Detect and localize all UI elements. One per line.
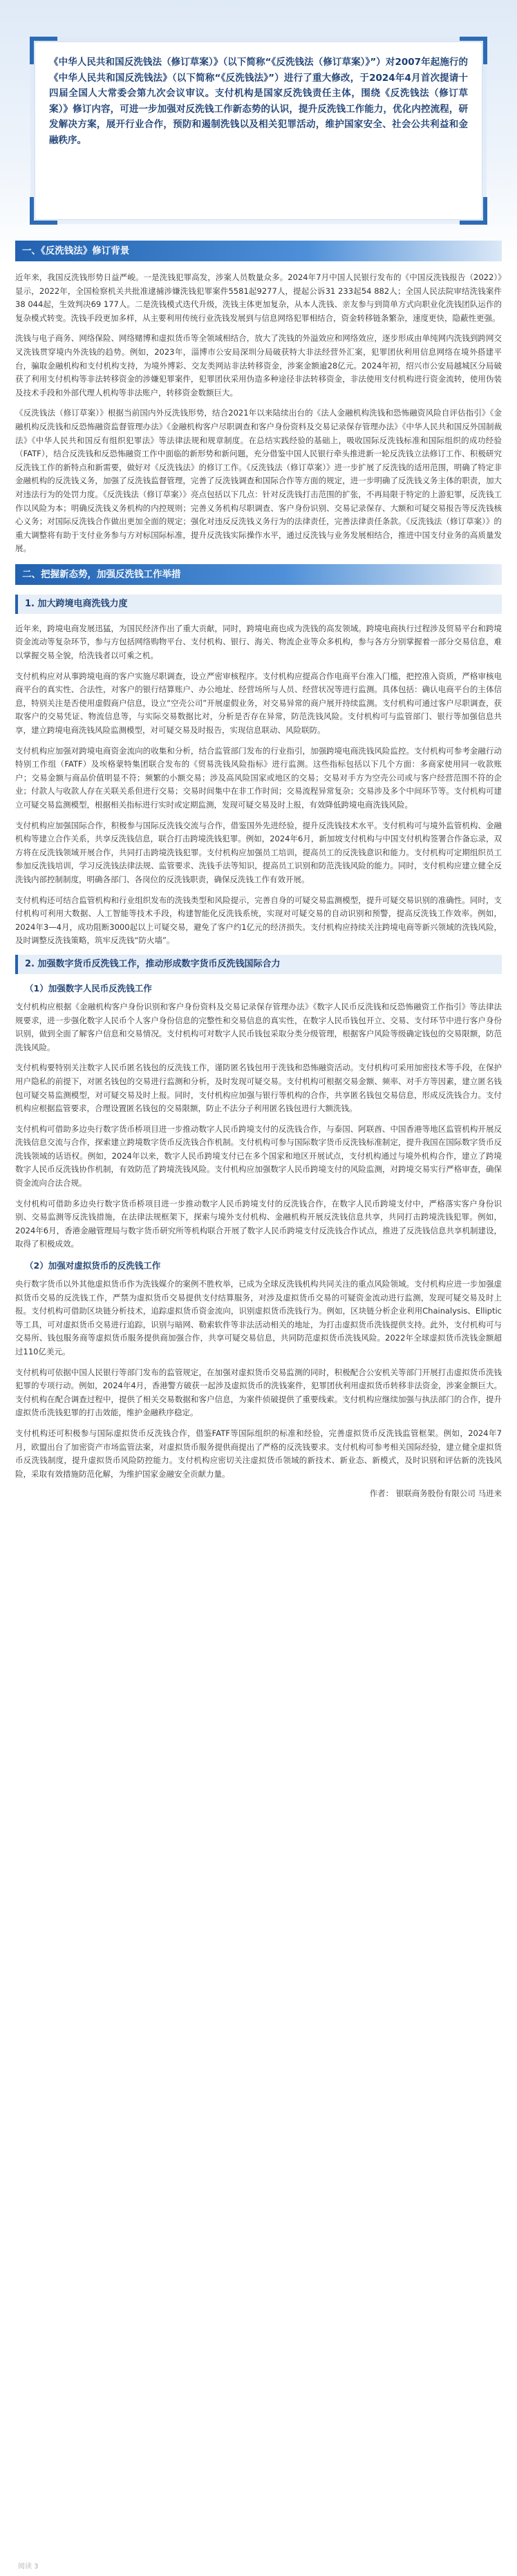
paragraph: 支付机构可借助多边央行数字货币桥项目进一步推动数字人民币跨境支付的反洗钱合作，与泰国、阿联酋、中国香港等地区监管机构开展反洗钱信息交流与合作，探索建立跨境数字货币反洗钱合作机制。支付机构可参与国际数字货币反洗钱标准制定，提升我国在国际数字货币反洗钱领域的话语权。例如，2024年以来，数字人民币跨境支付已在多个国家和地区开展试点，支付机构通过与境外机构合作，建立了跨境数字人民币反洗钱协作机制，有效防范了跨境洗钱风险。支付机构应加强数字人民币跨境支付的风险监测，对跨境交易实行严格审查，确保资金流向合法合规。 <box>15 1123 502 1188</box>
paragraph: 支付机构应根据《金融机构客户身份识别和客户身份资料及交易记录保存管理办法》《数字人民币反洗钱和反恐怖融资工作指引》等法律法规要求，进一步强化数字人民币个人客户身份信息的完整性和交易信息的真实性，在数字人民币钱包开立、交易、支付环节中进行客户身份识别，做到全面了解客户信息和交易情况。支付机构可对数字人民币钱包采取分类分级管理，根据客户风险等级确定钱包的交易限额，防范洗钱风险。 <box>15 1001 502 1052</box>
frame-corner-decoration <box>460 197 487 225</box>
subsection-title: 2. 加强数字货币反洗钱工作，推动形成数字货币反洗钱国际合力 <box>25 958 281 969</box>
sub-subsection-title: （1）加强数字人民币反洗钱工作 <box>25 982 152 993</box>
paragraph: 支付机构应对从事跨境电商的客户实施尽职调查，设立严密审核程序。支付机构应提高合作电商平台准入门槛，把控准入资质，严格审核电商平台的真实性、合法性，对客户的银行结算账户、办公地址、经营场所与人员、经营状况等进行监测。具体包括：确认电商平台的主体信息，特别关注是否使用虚假商户信息，设立“空壳公司”开展虚假业务，对交易异常的商户展开持续监测。支付机构可通过客户尽职调查，获取客户的交易凭证、物流信息等，与实际交易数据比对，分析是否存在异常，防范洗钱风险。支付机构可与监管部门、银行等加强信息共享，建立跨境电商洗钱风险监测模型，对可疑交易及时报告，实现信息联动、风险联防。 <box>15 671 502 736</box>
paragraph: 支付机构还可结合监管机构和行业组织发布的洗钱类型和风险提示，完善自身的可疑交易监测模型，提升可疑交易识别的准确性。同时，支付机构可利用大数据、人工智能等技术手段，构建智能化反洗钱系统，实现对可疑交易的自动识别和预警，提高反洗钱工作效率。例如，2024年3—4月，成功阻断3000起以上可疑交易，避免了客户约1亿元的经济损失。支付机构应持续关注跨境电商等新兴领域的洗钱风险，及时调整反洗钱策略，筑牢反洗钱“防火墙”。 <box>15 895 502 946</box>
subsection-title: 1. 加大跨境电商洗钱力度 <box>25 598 128 609</box>
frame-corner-decoration <box>30 197 57 225</box>
paragraph: 《反洗钱法（修订草案）》根据当前国内外反洗钱形势，结合2021年以来陆续出台的《法人金融机构洗钱和恐怖融资风险自评估指引》《金融机构反洗钱和反恐怖融资监督管理办法》《金融机构客户尽职调查和客户身份资料及交易记录保存管理办法》《中华人民共和国反外国制裁法》《中华人民共和国反有组织犯罪法》等法律法规和规章制度。在总结实践经验的基础上，吸收国际反洗钱标准和国际组织的成功经验（FATF），结合反洗钱和反恐怖融资工作中面临的新形势和新问题，充分借鉴中国人民银行牵头推进新一轮反洗钱立法修订工作、积极研究反洗钱工作的新特点和新需要，做好对《反洗钱法》的修订工作。《反洗钱法（修订草案）》进一步扩展了反洗钱的适用范围，明确了特定非金融机构的反洗钱义务，加强了反洗钱监督管理，完善了反洗钱调查和国际合作等方面的规定，进一步明确了反洗钱义务主体的职责，加大对违法行为的处罚力度。《反洗钱法（修订草案）》亮点包括以下几点：针对反洗钱打击范围的扩张，不再局限于特定的上游犯罪，反洗钱工作以风险为本；明确反洗钱义务机构的内控规则；完善义务机构尽职调查、客户身份识别、交易记录保存、大额和可疑交易报告等反洗钱核心义务；对国际反洗钱合作做出更加全面的规定；强化对违反反洗钱义务行为的法律责任，完善法律责任条款。《反洗钱法（修订草案）》的重大调整将有助于支付业务参与方对标国际标准，提升反洗钱实际操作水平，通过反洗钱与业务发展相结合，推进中国支付业务的高质量发展。 <box>15 408 502 554</box>
sub-subsection-title: （2）加强对虚拟货币的反洗钱工作 <box>25 1260 161 1271</box>
article-body <box>15 232 502 1499</box>
author-credit: 作者： 银联商务股份有限公司 马进来 <box>369 1488 502 1499</box>
paragraph: 支付机构还可积极参与国际虚拟货币反洗钱合作，借鉴FATF等国际组织的标准和经验，完善虚拟货币反洗钱监管框架。例如，2024年7月，欧盟出台了加密资产市场监管法案，对虚拟货币服务提供商提出了严格的反洗钱要求。支付机构可参考相关国际经验，建立健全虚拟货币反洗钱制度，提升虚拟货币风险防控能力。支付机构应密切关注虚拟货币领域的新技术、新业态、新模式，及时识别和评估新的洗钱风险，采取有效措施防范化解，为维护国家金融安全贡献力量。 <box>15 1428 502 1479</box>
section-heading-background <box>15 241 502 261</box>
section-heading-challenges <box>15 564 502 585</box>
paragraph: 央行数字货币以外其他虚拟货币作为洗钱媒介的案例不胜枚举，已成为全球反洗钱机构共同关注的重点风险领域。支付机构应进一步加强虚拟货币交易的反洗钱工作，严禁为虚拟货币交易提供支付结算服务，对涉及虚拟货币交易的可疑资金流动进行监测，发现可疑交易及时上报。支付机构可借助区块链分析技术，追踪虚拟货币资金流向，识别虚拟货币洗钱行为。例如，区块链分析企业利用Chainalysis、Elliptic等工具，可对虚拟货币交易进行追踪，识别与暗网、勒索软件等非法活动相关的地址，为打击虚拟货币洗钱提供支持。此外，支付机构可与交易所、钱包服务商等虚拟货币服务提供商加强合作，共享可疑交易信息，共同防范虚拟货币洗钱风险。2022年全球虚拟货币洗钱金额超过110亿美元。 <box>15 1279 502 1356</box>
paragraph: 支付机构要特别关注数字人民币匿名钱包的反洗钱工作，谨防匿名钱包用于洗钱和恐怖融资活动。支付机构可采用加密技术等手段，在保护用户隐私的前提下，对匿名钱包的交易进行监测和分析，及时发现可疑交易。支付机构可根据交易金额、频率、对手方等因素，建立匿名钱包可疑交易监测模型，对可疑交易及时上报。同时，支付机构应加强与银行等机构的合作，共享匿名钱包交易信息，形成反洗钱合力。支付机构应根据监管要求，合理设置匿名钱包的交易限额，防止不法分子利用匿名钱包进行大额洗钱。 <box>15 1063 502 1114</box>
paragraph: 洗钱与电子商务、网络保险、网络赌博和虚拟货币等全领域相结合，放大了洗钱的外溢效应和网络效应，逐步形成由单纯网内洗钱到跨网交叉洗钱贯穿境内外洗钱的趋势。例如，2023年，淄博市公安局深圳分局破获特大非法经营外汇案，犯罪团伙利用信息网络在境外搭建平台，骗取金融机构和支付机构支持，为境外博彩、交友类网站非法转移资金，涉案金额逾28亿元。2024年初，绍兴市公安局越城区分局破获了利用支付机构等非法转移资金的涉嫌犯罪案件，犯罪团伙采用伪造多种途径非法转移资金，非法使用支付机构进行资金流转，使用伪装及技术手段和外部代理人机构等非法账户，转移资金数额巨大。 <box>15 333 502 398</box>
paragraph: 支付机构应加强国际合作，积极参与国际反洗钱交流与合作，借鉴国外先进经验，提升反洗钱技术水平。支付机构可与境外监管机构、金融机构等建立合作关系，共享反洗钱信息，联合打击跨境洗钱犯罪。例如，2024年6月，新加坡支付机构与中国支付机构签署合作备忘录，双方将在反洗钱领域开展合作，共同打击跨境洗钱犯罪。支付机构应加强员工培训，提高员工的反洗钱意识和能力。支付机构可定期组织员工参加反洗钱培训，学习反洗钱法律法规、监管要求、洗钱手法等知识，提高员工识别和防范洗钱风险的能力。同时，支付机构应建立健全反洗钱内部控制制度，明确各部门、各岗位的反洗钱职责，确保反洗钱工作有效开展。 <box>15 820 502 884</box>
intro-frame <box>35 41 482 220</box>
subsection-heading <box>15 955 502 974</box>
paragraph: 近年来，我国反洗钱形势日益严峻。一是洗钱犯罪高发，涉案人员数量众多。2024年7月中国人民银行发布的《中国反洗钱报告（2022）》显示，2022年，全国检察机关共批准逮捕涉嫌洗钱犯罪案件5581起9277人，提起公诉31 233起54 882人；全国人民法院审结洗钱案件38 044起，生效判决69 177人。二是洗钱模式迭代升级，洗钱主体更加复杂，从本人洗钱、亲友参与到简单方式向职业化洗钱团队运作的复杂模式转变。洗钱手段更加多样，从主要利用传统行业洗钱发展到与信息网络犯罪相结合，资金转移链条繁杂，速度更快，隐蔽性更强。 <box>15 272 502 323</box>
paragraph: 近年来，跨境电商发展迅猛，为国民经济作出了重大贡献，同时，跨境电商也成为洗钱的高发领域。跨境电商执行过程涉及贸易平台和跨境资金流动等复杂环节，参与方包括网络购物平台、支付机构、银行、海关、物流企业等众多机构，参与各方分别掌握着一部分交易信息，难以掌握交易全貌，给洗钱者以可乘之机。 <box>15 623 502 661</box>
section-title: 一、《反洗钱法》修订背景 <box>22 245 130 256</box>
paragraph: 支付机构可依据中国人民银行等部门发布的监管规定，在加强对虚拟货币交易监测的同时，积极配合公安机关等部门开展打击虚拟货币洗钱犯罪的专项行动。例如，2024年4月，香港警方破获一起涉及虚拟货币的洗钱案件，犯罪团伙利用虚拟货币转移非法资金，涉案金额巨大。支付机构在配合调查过程中，提供了相关交易数据和客户信息，为案件侦破提供了重要线索。支付机构应继续加强与执法部门的合作，提升虚拟货币洗钱犯罪的打击效能，维护金融秩序稳定。 <box>15 1367 502 1418</box>
paragraph: 支付机构可借助多边央行数字货币桥项目进一步推动数字人民币跨境支付的反洗钱合作，在数字人民币跨境支付中，严格落实客户身份识别、交易监测等反洗钱措施，在法律法规框架下，探索与境外支付机构、金融机构开展反洗钱信息共享，共同打击跨境洗钱犯罪。例如，2024年6月，香港金融管理局与数字货币研究所等机构联合开展了数字人民币跨境支付反洗钱合作试点，推进了反洗钱信息共享机制建设，取得了积极成效。 <box>15 1198 502 1249</box>
intro-text: 《中华人民共和国反洗钱法（修订草案）》（以下简称“《反洗钱法（修订草案）》”）对2007年起施行的《中华人民共和国反洗钱法》（以下简称“《反洗钱法》”）进行了重大修改，于2024年4月首次提请十四届全国人大常委会第九次会议审议。支付机构是国家反洗钱责任主体，围绕《反洗钱法（修订草案）》修订内容，可进一步加强对反洗钱工作新态势的认识，提升反洗钱工作能力，优化内控流程，研发解决方案，展开行业合作，预防和遏制洗钱以及相关犯罪活动，维护国家安全、社会公共利益和金融秩序。 <box>49 57 468 146</box>
read-count: 阅读 3 <box>18 2563 39 2570</box>
section-title: 二、把握新态势，加强反洗钱工作举措 <box>22 568 181 580</box>
paragraph: 支付机构应加强对跨境电商资金流向的收集和分析，结合监管部门发布的行业指引，加强跨境电商洗钱风险监控。支付机构可参考金融行动特别工作组（FATF）及埃格蒙特集团联合发布的《贸易洗钱风险指标》进行监测。这些指标包括以下几个方面：多商家使用同一收款账户；交易金额与商品价值明显不符；频繁的小额交易；涉及高风险国家或地区的交易；交易对手方为空壳公司或与客户经营范围不符的企业；付款人与收款人存在关联关系但进行交易；交易时间集中在非工作时间；交易流程异常复杂；交易涉及多个中间环节等。支付机构可建立可疑交易监测模型，根据相关指标进行实时或定期监测，发现可疑交易及时上报，有效降低跨境电商洗钱风险。 <box>15 745 502 810</box>
subsection-heading <box>15 595 502 614</box>
